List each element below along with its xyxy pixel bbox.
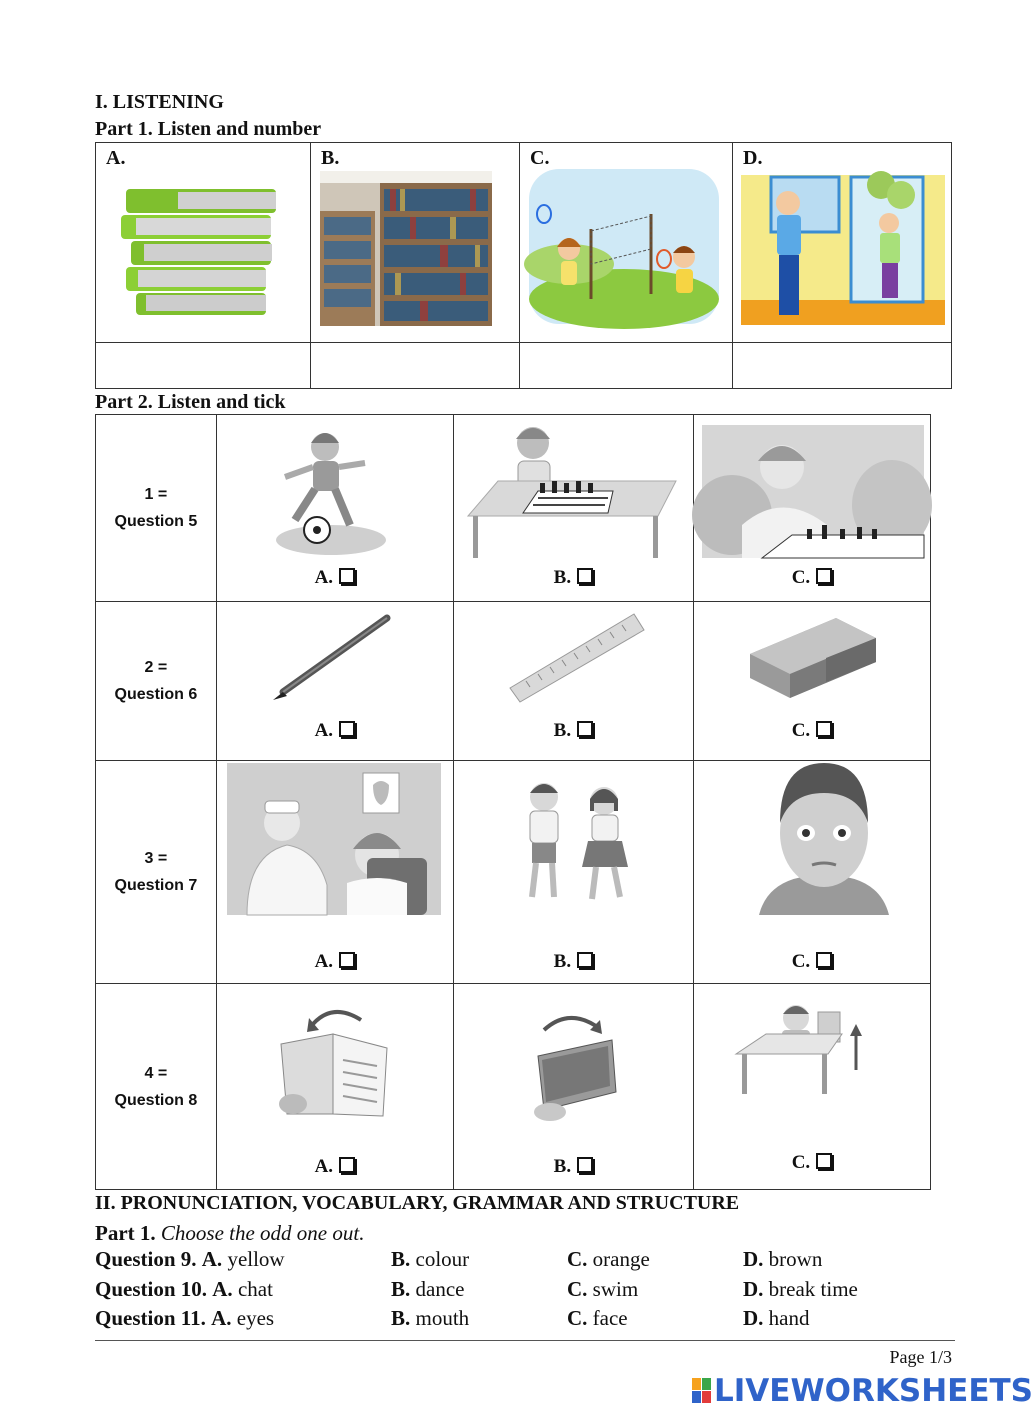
part1-cell-b bbox=[311, 143, 520, 343]
question-row bbox=[96, 761, 931, 984]
tick-box[interactable] bbox=[577, 721, 593, 737]
option-d-text[interactable]: hand bbox=[768, 1306, 810, 1330]
open-book-image bbox=[273, 1004, 393, 1122]
option-d-text[interactable]: brown bbox=[768, 1247, 823, 1271]
option-letter: A. bbox=[106, 147, 126, 169]
part1-cell-d bbox=[733, 143, 952, 343]
answer-box-d[interactable] bbox=[733, 343, 952, 389]
brand-logo-text: LIVEWORKSHEETS bbox=[714, 1373, 1033, 1409]
question-label: Question 9. bbox=[95, 1247, 197, 1271]
option-b-text[interactable]: dance bbox=[415, 1277, 465, 1301]
option-cell[interactable] bbox=[453, 984, 693, 1190]
question-row bbox=[96, 984, 931, 1190]
pencil-image bbox=[269, 612, 395, 702]
question-row-10: Question 10. A. chat B. dance C. swim D. break time bbox=[95, 1277, 858, 1301]
option-letter: D. bbox=[743, 147, 763, 169]
option-cell[interactable] bbox=[453, 415, 693, 602]
answer-box-c[interactable] bbox=[520, 343, 733, 389]
option-a-text[interactable]: chat bbox=[237, 1277, 273, 1301]
question-label: Question 11. bbox=[95, 1306, 206, 1330]
section2-part1-heading bbox=[95, 1221, 364, 1246]
section-title-vocabulary: II. PRONUNCIATION, VOCABULARY, GRAMMAR AND STRUCTURE bbox=[95, 1192, 740, 1214]
part1-title: Part 1. Listen and number bbox=[95, 118, 322, 140]
option-letter: B. bbox=[321, 147, 340, 169]
option-a-label: A. bbox=[217, 1156, 453, 1178]
option-c-label: C. bbox=[694, 567, 930, 589]
option-b-text[interactable]: mouth bbox=[415, 1306, 470, 1330]
option-b-label: B. bbox=[454, 720, 693, 742]
ruler-image bbox=[506, 610, 646, 700]
part2-table bbox=[95, 414, 931, 1190]
library-bookshelves-image bbox=[320, 171, 492, 326]
question-label bbox=[96, 602, 217, 761]
answer-box-b[interactable] bbox=[311, 343, 520, 389]
option-a-label: A. bbox=[217, 567, 453, 589]
question-name: Question 6 bbox=[114, 686, 198, 703]
section2-part1-instruction: Choose the odd one out. bbox=[160, 1221, 365, 1245]
option-b-label: B. bbox=[454, 1156, 693, 1178]
option-b-label: B. bbox=[454, 567, 693, 589]
part1-cell-c bbox=[520, 143, 733, 343]
boy-standing-up-at-desk-image bbox=[732, 998, 872, 1108]
section-title-listening: I. LISTENING bbox=[95, 91, 224, 113]
option-cell[interactable] bbox=[693, 602, 930, 761]
option-b-text[interactable]: colour bbox=[415, 1247, 470, 1271]
boy-playing-football-image bbox=[275, 425, 387, 557]
option-b-label: B. bbox=[454, 951, 693, 973]
option-cell[interactable] bbox=[693, 415, 930, 602]
option-cell[interactable] bbox=[453, 761, 693, 984]
option-c-text[interactable]: orange bbox=[592, 1247, 650, 1271]
question-label: Question 10. bbox=[95, 1277, 208, 1301]
question-number: 2 = bbox=[144, 659, 168, 676]
part1-table bbox=[95, 142, 952, 389]
tick-box[interactable] bbox=[577, 1157, 593, 1173]
question-number: 4 = bbox=[144, 1064, 168, 1082]
liveworksheets-logo-icon bbox=[692, 1378, 712, 1404]
option-cell[interactable] bbox=[216, 415, 453, 602]
dentist-checking-boy-image bbox=[227, 763, 441, 915]
tick-box[interactable] bbox=[816, 721, 832, 737]
question-number: 3 = bbox=[144, 850, 168, 867]
tick-box[interactable] bbox=[339, 952, 355, 968]
teacher-and-boy-at-door-image bbox=[741, 175, 945, 325]
question-name: Question 7 bbox=[114, 877, 198, 894]
tick-box[interactable] bbox=[339, 721, 355, 737]
stack-of-green-books-image bbox=[116, 185, 301, 317]
option-c-label: C. bbox=[694, 951, 930, 973]
option-a-label: A. bbox=[217, 720, 453, 742]
boy-playing-chess-at-table-image bbox=[468, 421, 676, 559]
option-d-text[interactable]: break time bbox=[768, 1277, 858, 1301]
children-playing-badminton-image bbox=[529, 169, 719, 324]
tick-box[interactable] bbox=[339, 568, 355, 584]
question-label bbox=[96, 415, 217, 602]
option-c-label: C. bbox=[694, 1152, 930, 1174]
tick-box[interactable] bbox=[816, 1153, 832, 1169]
option-letter: C. bbox=[530, 147, 550, 169]
page-number: Page 1/3 bbox=[889, 1347, 952, 1367]
option-cell[interactable] bbox=[216, 602, 453, 761]
question-number: 1 = bbox=[144, 486, 168, 503]
question-row-9: Question 9. A. yellow B. colour C. orange D. brown bbox=[95, 1247, 823, 1271]
option-c-text[interactable]: face bbox=[592, 1306, 628, 1330]
question-row-11: Question 11. A. eyes B. mouth C. face D. hand bbox=[95, 1306, 810, 1330]
question-label bbox=[96, 984, 217, 1190]
footer-divider bbox=[95, 1340, 955, 1341]
tick-box[interactable] bbox=[816, 952, 832, 968]
eraser-image bbox=[746, 614, 880, 702]
option-cell[interactable] bbox=[693, 761, 930, 984]
option-cell[interactable] bbox=[693, 984, 930, 1190]
tick-box[interactable] bbox=[816, 568, 832, 584]
tick-box[interactable] bbox=[577, 952, 593, 968]
closing-book-image bbox=[524, 1006, 624, 1124]
section2-part1-label: Part 1. bbox=[95, 1221, 156, 1245]
part2-title: Part 2. Listen and tick bbox=[95, 391, 286, 413]
answer-box-a[interactable] bbox=[96, 343, 311, 389]
boy-thinking-over-chess-image bbox=[702, 425, 924, 558]
part1-cell-a bbox=[96, 143, 311, 343]
option-c-label: C. bbox=[694, 720, 930, 742]
question-name: Question 8 bbox=[114, 1091, 198, 1109]
option-a-text[interactable]: yellow bbox=[227, 1247, 285, 1271]
tick-box[interactable] bbox=[339, 1157, 355, 1173]
option-cell[interactable] bbox=[216, 984, 453, 1190]
question-row bbox=[96, 602, 931, 761]
option-cell[interactable] bbox=[453, 602, 693, 761]
question-row bbox=[96, 415, 931, 602]
tick-box[interactable] bbox=[577, 568, 593, 584]
question-label bbox=[96, 761, 217, 984]
question-name: Question 5 bbox=[114, 513, 198, 530]
option-c-text[interactable]: swim bbox=[592, 1277, 639, 1301]
option-a-text[interactable]: eyes bbox=[236, 1306, 275, 1330]
surprised-boy-face-image bbox=[754, 763, 894, 915]
boy-and-girl-talking-image bbox=[504, 777, 644, 905]
option-a-label: A. bbox=[217, 951, 453, 973]
option-cell[interactable] bbox=[216, 761, 453, 984]
